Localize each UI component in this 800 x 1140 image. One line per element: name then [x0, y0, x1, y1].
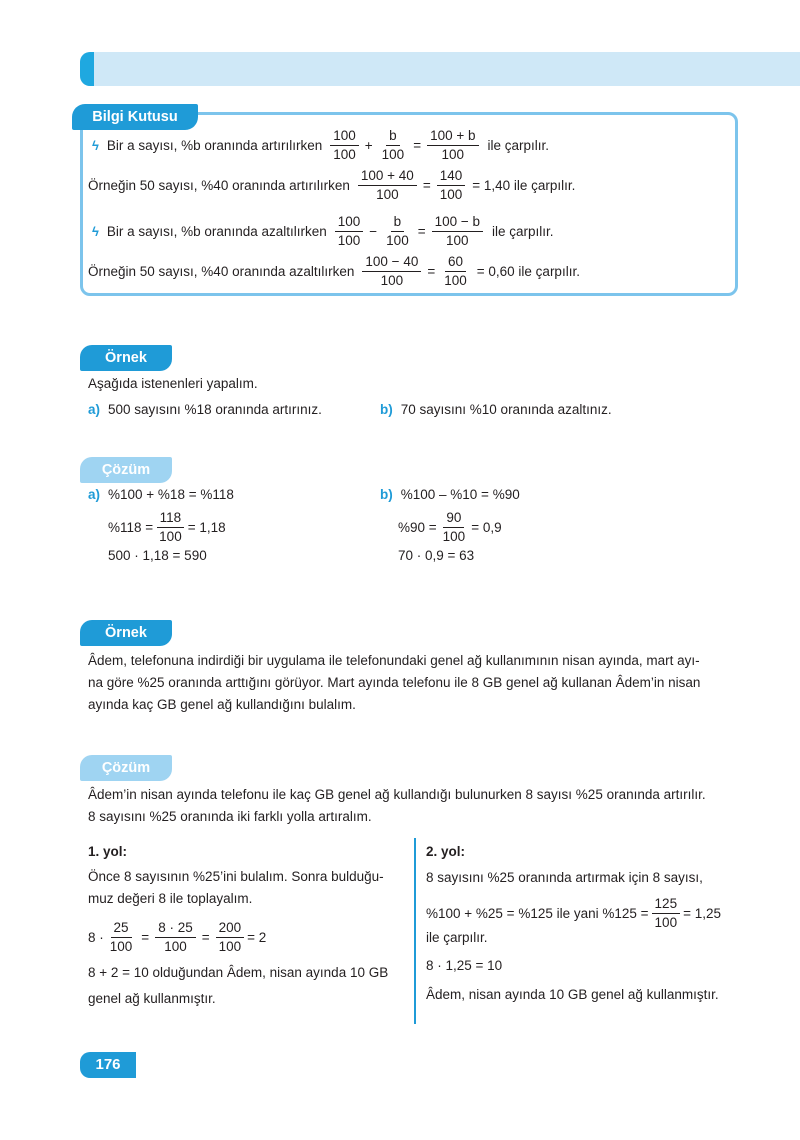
- decrease-example: Örneğin 50 sayısı, %40 oranında azaltılırken $\frac{100 - 40}{100}$ = $\frac{60}{100}$ = 0,60 ile çarpılır.: [88, 254, 580, 288]
- column-divider: [414, 838, 416, 1024]
- way2-title: 2. yol:: [426, 844, 466, 859]
- fraction: $\frac{25}{100}$: [109, 920, 133, 954]
- fraction: $\frac{118}{100}$: [156, 510, 185, 545]
- solution-b-line3: 70 · 0,9 = 63: [398, 548, 475, 563]
- fraction: $\frac{140}{100}$: [437, 168, 466, 203]
- increase-rule: ϟ Bir a sayısı, %b oranında artırılırken $\frac{100}{100}$ + $\frac{b}{100}$ = $\frac{100 + b}{100}$ ile çarpılır.: [92, 128, 550, 162]
- fraction: $\frac{100 + 40}{100}$: [358, 168, 417, 203]
- fraction: $\frac{100}{100}$: [335, 214, 364, 249]
- example-tab: Örnek: [80, 345, 172, 371]
- example-intro: Aşağıda istenenleri yapalım.: [88, 376, 258, 391]
- page-number: 176: [80, 1052, 136, 1078]
- info-box-title: Bilgi Kutusu: [72, 104, 198, 130]
- way2-calc2: 8 · 1,25 = 10: [426, 958, 503, 973]
- way2-result: Âdem, nisan ayında 10 GB genel ağ kullanmıştır.: [426, 987, 719, 1002]
- fraction: $\frac{8 \cdot 25}{100}$: [155, 920, 196, 955]
- solution-a-line3: 500 · 1,18 = 590: [108, 548, 207, 563]
- bolt-icon: ϟ: [92, 138, 99, 153]
- example-tab: Örnek: [80, 620, 172, 646]
- header-bar: [80, 52, 800, 86]
- fraction: $\frac{100}{100}$: [330, 128, 359, 163]
- way1-text: Önce 8 sayısının %25’ini bulalım. Sonra bulduğu- muz değeri 8 ile toplayalım.: [88, 869, 384, 906]
- fraction: $\frac{90}{100}$: [442, 510, 466, 544]
- example-part-a: a) 500 sayısını %18 oranında artırınız.: [88, 402, 322, 417]
- fraction: $\frac{b}{100}$: [386, 214, 409, 248]
- header-accent: [80, 52, 94, 86]
- solution-a-line1: a) %100 + %18 = %118: [88, 487, 234, 502]
- fraction: $\frac{100 - 40}{100}$: [362, 254, 421, 289]
- way2-calc: %100 + %25 = %125 ile yani %125 = $\frac{125}{100}$ = 1,25: [426, 896, 721, 930]
- fraction: $\frac{100 - b}{100}$: [432, 214, 483, 249]
- decrease-rule: ϟ Bir a sayısı, %b oranında azaltılırken $\frac{100}{100}$ − $\frac{b}{100}$ = $\frac{100 - b}{100}$ ile çarpılır.: [92, 214, 554, 248]
- example2-text: Âdem, telefonuna indirdiği bir uygulama ile telefonundaki genel ağ kullanımının nisan ayında, mart ayı- na göre %25 oranında arttığını görüyor. Mart ayında telefonu ile 8 GB genel ağ kullanan Âdem’in nisan ayında kaç GB genel ağ kullandığını bulalım.: [88, 653, 701, 712]
- solution-a-line2: %118 = $\frac{118}{100}$ = 1,18: [108, 510, 226, 544]
- way1-calc: 8 · $\frac{25}{100}$ = $\frac{8 \cdot 25}{100}$ = $\frac{200}{100}$ = 2: [88, 920, 267, 954]
- fraction: $\frac{125}{100}$: [652, 896, 681, 931]
- example-part-b: b) 70 sayısını %10 oranında azaltınız.: [380, 402, 612, 417]
- solution2-intro: Âdem’in nisan ayında telefonu ile kaç GB genel ağ kullandığı bulunurken 8 sayısı %25 oranında artırılır. 8 sayısını %25 oranında iki farklı yolla artıralım.: [88, 787, 706, 824]
- fraction: $\frac{200}{100}$: [216, 920, 245, 955]
- way1-title: 1. yol:: [88, 844, 128, 859]
- bolt-icon: ϟ: [92, 224, 99, 239]
- fraction: $\frac{60}{100}$: [444, 254, 467, 288]
- solution-b-line2: %90 = $\frac{90}{100}$ = 0,9: [398, 510, 502, 544]
- solution-tab: Çözüm: [80, 457, 172, 483]
- way2-text2: ile çarpılır.: [426, 930, 488, 945]
- way1-result: 8 + 2 = 10 olduğundan Âdem, nisan ayında 10 GB genel ağ kullanmıştır.: [88, 965, 389, 1006]
- solution-b-line1: b) %100 – %10 = %90: [380, 487, 520, 502]
- way2-text: 8 sayısını %25 oranında artırmak için 8 sayısı,: [426, 870, 703, 885]
- fraction: $\frac{b}{100}$: [381, 128, 405, 162]
- solution-tab: Çözüm: [80, 755, 172, 781]
- fraction: $\frac{100 + b}{100}$: [427, 128, 478, 163]
- increase-example: Örneğin 50 sayısı, %40 oranında artırılırken $\frac{100 + 40}{100}$ = $\frac{140}{100}$ = 1,40 ile çarpılır.: [88, 168, 576, 202]
